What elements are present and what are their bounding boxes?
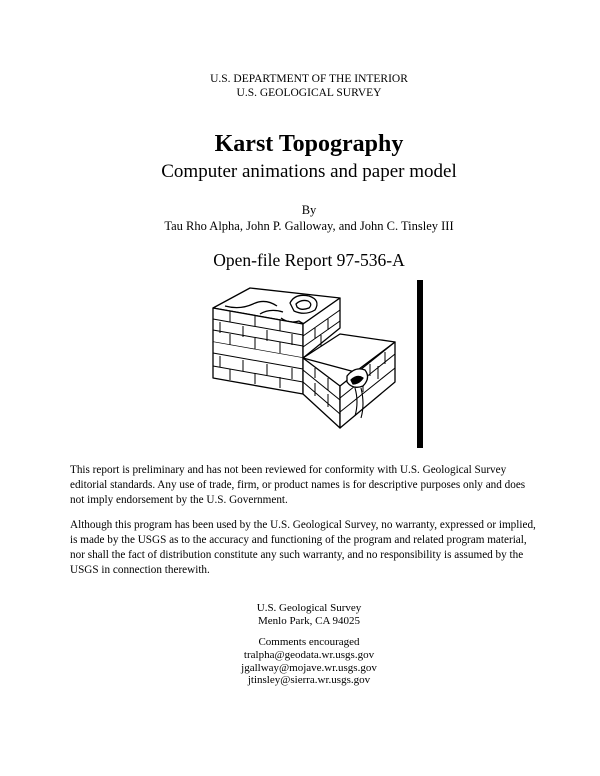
address-block bbox=[0, 602, 600, 628]
comments-label: Comments encouraged bbox=[258, 636, 360, 648]
comments-block bbox=[0, 636, 600, 687]
byline-authors: Tau Rho Alpha, John P. Galloway, and John C. Tinsley III bbox=[164, 219, 454, 233]
disclaimer-warranty: Although this program has been used by the U.S. Geological Survey, no warranty, expressed or implied, is made by the USGS as to the accuracy and functioning of the program and related program material, nor shall the fact of distribution constitute any such warranty, and no responsibility is assumed by the USGS in connection therewith. bbox=[70, 519, 536, 576]
agency-line-2: U.S. GEOLOGICAL SURVEY bbox=[236, 87, 382, 99]
report-subtitle: Computer animations and paper model bbox=[161, 161, 457, 182]
report-number: Open-file Report 97-536-A bbox=[213, 250, 405, 270]
address-city: Menlo Park, CA 94025 bbox=[257, 614, 361, 627]
agency-line-1: U.S. DEPARTMENT OF THE INTERIOR bbox=[210, 73, 408, 85]
disclaimer-preliminary: This report is preliminary and has not been reviewed for conformity with U.S. Geological Survey editorial standards. Any use of trade, firm, or product names is for descriptive purposes only and does not imply endorsement by the U.S. Government. bbox=[70, 464, 526, 506]
byline-by: By bbox=[301, 203, 317, 217]
email-link[interactable]: jgallway@mojave.wr.usgs.gov bbox=[241, 661, 377, 674]
agency-header bbox=[0, 72, 600, 100]
report-title: Karst Topography bbox=[214, 131, 404, 157]
email-link[interactable]: jtinsley@sierra.wr.usgs.gov bbox=[247, 674, 371, 687]
address-org: U.S. Geological Survey bbox=[256, 602, 362, 614]
email-link[interactable]: tralpha@geodata.wr.usgs.gov bbox=[243, 648, 375, 661]
karst-block-diagram-icon bbox=[195, 278, 430, 448]
